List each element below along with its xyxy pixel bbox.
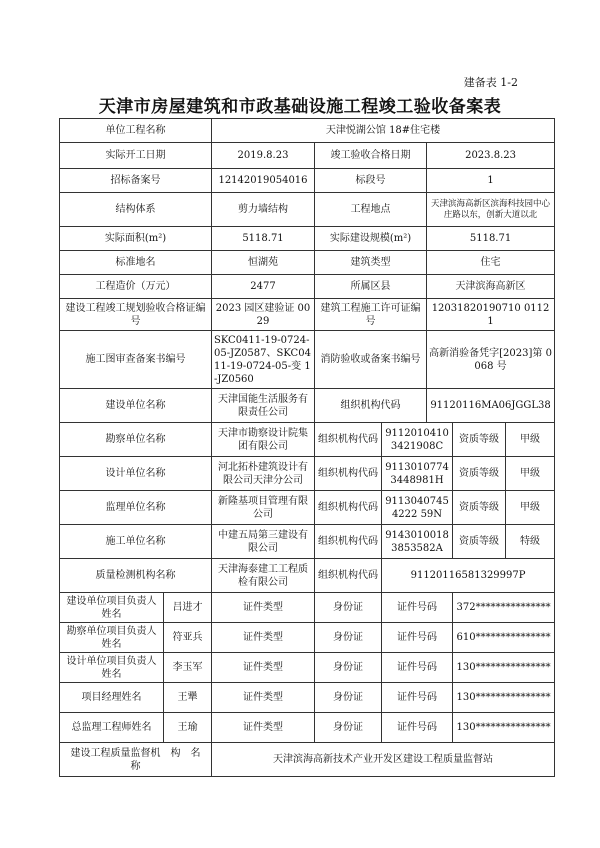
value-unit-builder-name: 天津国能生活服务有限责任公司	[212, 389, 315, 423]
label-unit-builder: 建设单位名称	[60, 389, 212, 423]
value-unit-design-name: 河北拓朴建筑设计有限公司天津分公司	[212, 457, 315, 491]
value-cert-type: 身份证	[315, 623, 382, 653]
label-qualification: 资质等级	[453, 525, 506, 559]
value-unit-survey-name: 天津市勘察设计院集团有限公司	[212, 423, 315, 457]
value-cert-type: 身份证	[315, 593, 382, 623]
value-scale: 5118.71	[427, 227, 555, 251]
label-cert-no: 证件号码	[382, 653, 453, 683]
value-bid-record-no: 12142019054016	[212, 169, 315, 193]
label-cert-no: 证件号码	[382, 623, 453, 653]
value-structure: 剪力墙结构	[212, 193, 315, 227]
value-cost: 2477	[212, 275, 315, 299]
label-cert-no: 证件号码	[382, 593, 453, 623]
value-person-design-id: 130***************	[453, 653, 555, 683]
value-unit-contractor-name: 中建五局第三建设有限公司	[212, 525, 315, 559]
value-person-survey-name: 符亚兵	[164, 623, 212, 653]
label-unit-inspection: 质量检测机构名称	[60, 559, 212, 593]
label-unit-supervision: 监理单位名称	[60, 491, 212, 525]
label-org-code: 组织机构代码	[315, 559, 382, 593]
label-qualification: 资质等级	[453, 423, 506, 457]
label-cert-type: 证件类型	[212, 593, 315, 623]
label-drawing-review: 施工图审查备案书编号	[60, 331, 212, 389]
label-qualification: 资质等级	[453, 457, 506, 491]
label-org-code: 组织机构代码	[315, 389, 427, 423]
label-person-design: 设计单位项目负责人姓名	[60, 653, 164, 683]
value-drawing-review: SKC0411-19-0724-05-JZ0587、SKC0411-19-0724-05-变 1-JZ0560	[212, 331, 315, 389]
value-person-chief-supervisor-name: 王瑜	[164, 713, 212, 743]
value-cert-type: 身份证	[315, 683, 382, 713]
value-person-builder-name: 吕进才	[164, 593, 212, 623]
label-start-date: 实际开工日期	[60, 143, 212, 169]
value-person-manager-name: 王犟	[164, 683, 212, 713]
value-building-type: 住宅	[427, 251, 555, 275]
value-person-builder-id: 372***************	[453, 593, 555, 623]
label-person-chief-supervisor: 总监理工程师姓名	[60, 713, 164, 743]
label-bid-record-no: 招标备案号	[60, 169, 212, 193]
value-planning-cert: 2023 园区建验证 0029	[212, 299, 315, 331]
label-supervision-station: 建设工程质量监督机 构 名 称	[60, 743, 212, 777]
value-completion-date: 2023.8.23	[427, 143, 555, 169]
label-org-code: 组织机构代码	[315, 525, 382, 559]
label-area: 实际面积(m²)	[60, 227, 212, 251]
label-unit-design: 设计单位名称	[60, 457, 212, 491]
value-unit-survey-org-code: 91120104103421908C	[382, 423, 453, 457]
label-person-survey: 勘察单位项目负责人姓名	[60, 623, 164, 653]
label-qualification: 资质等级	[453, 491, 506, 525]
label-cert-no: 证件号码	[382, 713, 453, 743]
label-standard-place-name: 标准地名	[60, 251, 212, 275]
value-unit-inspection-name: 天津海泰建工工程质检有限公司	[212, 559, 315, 593]
label-site: 工程地点	[315, 193, 427, 227]
value-unit-supervision-name: 新隆基项目管理有限公司	[212, 491, 315, 525]
value-person-manager-id: 130***************	[453, 683, 555, 713]
document-title: 天津市房屋建筑和市政基础设施工程竣工验收备案表	[98, 97, 502, 117]
label-fire-acceptance: 消防验收或备案书编号	[315, 331, 427, 389]
value-fire-acceptance: 高新消验备凭字[2023]第 0068 号	[427, 331, 555, 389]
value-person-design-name: 李玉军	[164, 653, 212, 683]
form-code: 建备表 1-2	[463, 76, 518, 89]
label-unit-survey: 勘察单位名称	[60, 423, 212, 457]
value-unit-inspection-org-code: 91120116581329997P	[382, 559, 555, 593]
value-area: 5118.71	[212, 227, 315, 251]
label-completion-date: 竣工验收合格日期	[315, 143, 427, 169]
value-unit-design-org-code: 91130107743448981H	[382, 457, 453, 491]
value-cert-type: 身份证	[315, 713, 382, 743]
value-unit-supervision-org-code: 91130407454222 59N	[382, 491, 453, 525]
label-building-type: 建筑类型	[315, 251, 427, 275]
value-standard-place-name: 恒湖苑	[212, 251, 315, 275]
value-unit-supervision-qualification: 甲级	[506, 491, 555, 525]
value-cert-type: 身份证	[315, 653, 382, 683]
label-scale: 实际建设规模(m²)	[315, 227, 427, 251]
acceptance-record-table	[59, 118, 555, 777]
value-supervision-station: 天津滨海高新技术产业开发区建设工程质量监督站	[212, 743, 555, 777]
label-unit-contractor: 施工单位名称	[60, 525, 212, 559]
label-org-code: 组织机构代码	[315, 457, 382, 491]
label-person-manager: 项目经理姓名	[60, 683, 164, 713]
label-cert-type: 证件类型	[212, 653, 315, 683]
value-start-date: 2019.8.23	[212, 143, 315, 169]
label-district: 所属区县	[315, 275, 427, 299]
label-org-code: 组织机构代码	[315, 423, 382, 457]
label-person-builder: 建设单位项目负责人姓名	[60, 593, 164, 623]
label-planning-cert: 建设工程竣工规划验收合格证编号	[60, 299, 212, 331]
label-construction-permit: 建筑工程施工许可证编号	[315, 299, 427, 331]
value-person-chief-supervisor-id: 130***************	[453, 713, 555, 743]
value-construction-permit: 12031820190710 01121	[427, 299, 555, 331]
value-unit-contractor-org-code: 91430100183853582A	[382, 525, 453, 559]
label-cert-type: 证件类型	[212, 623, 315, 653]
label-org-code: 组织机构代码	[315, 491, 382, 525]
value-site: 天津滨海高新区滨海科技园中心庄路以东，创新大道以北	[427, 193, 555, 227]
value-unit-design-qualification: 甲级	[506, 457, 555, 491]
value-unit-builder-org-code: 91120116MA06JGGL38	[427, 389, 555, 423]
label-cert-type: 证件类型	[212, 713, 315, 743]
value-section-no: 1	[427, 169, 555, 193]
value-unit-survey-qualification: 甲级	[506, 423, 555, 457]
label-section-no: 标段号	[315, 169, 427, 193]
label-cost: 工程造价（万元）	[60, 275, 212, 299]
value-project-name: 天津悦湖公馆 18#住宅楼	[212, 119, 555, 143]
label-cert-type: 证件类型	[212, 683, 315, 713]
label-structure: 结构体系	[60, 193, 212, 227]
label-project-name: 单位工程名称	[60, 119, 212, 143]
value-unit-contractor-qualification: 特级	[506, 525, 555, 559]
label-cert-no: 证件号码	[382, 683, 453, 713]
value-district: 天津滨海高新区	[427, 275, 555, 299]
value-person-survey-id: 610***************	[453, 623, 555, 653]
